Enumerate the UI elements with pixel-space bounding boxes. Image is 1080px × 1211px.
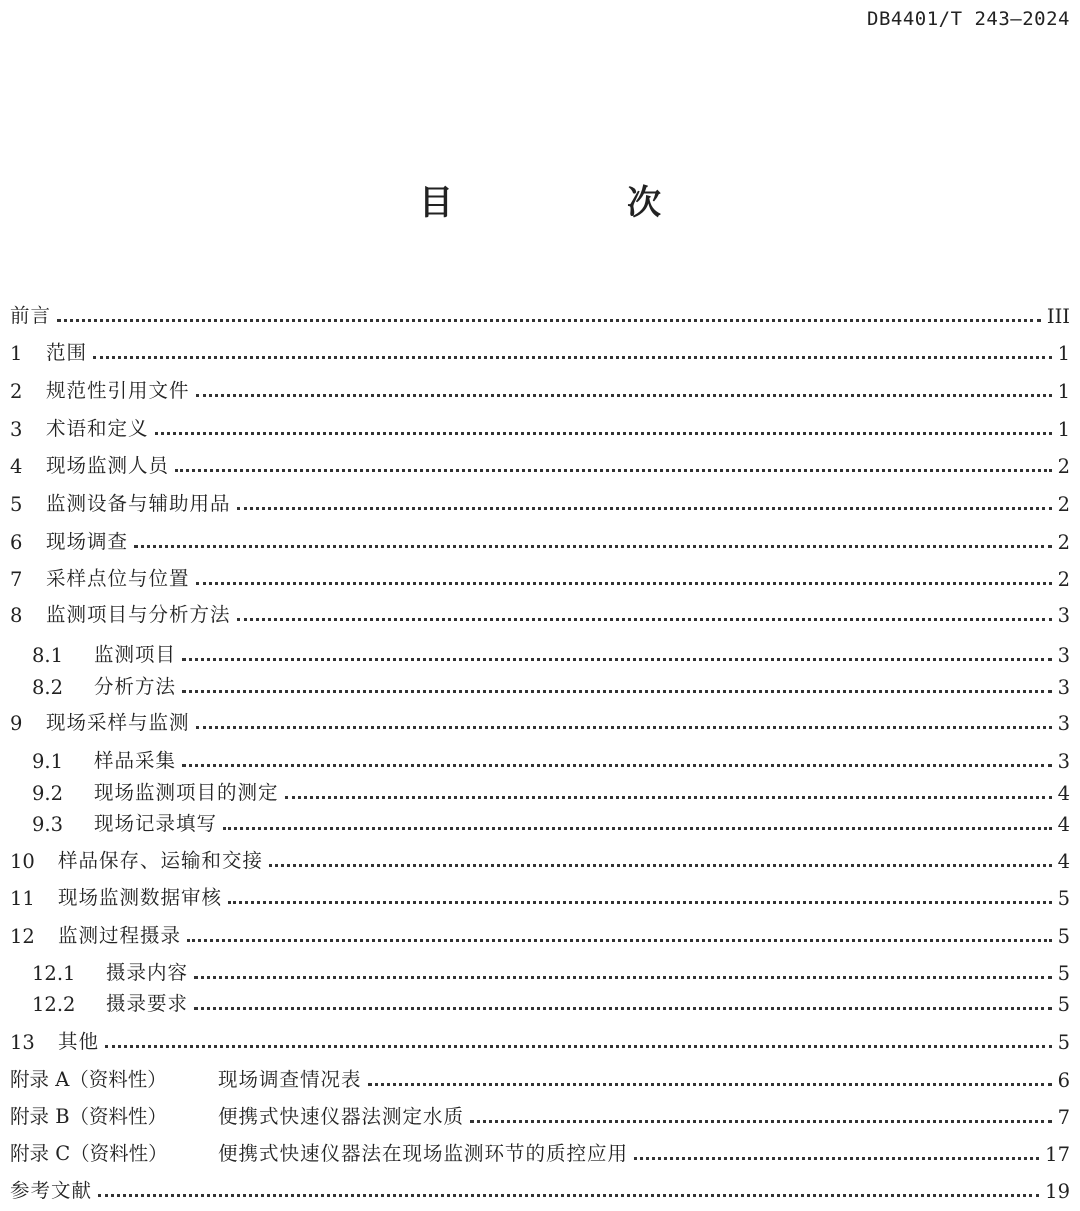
toc-entry-number: 附录 A（资料性）: [10, 1068, 167, 1091]
dot-leader: [182, 764, 1052, 767]
toc-entry-page: 2: [1057, 493, 1070, 516]
toc-entry-page: 5: [1057, 925, 1070, 948]
toc-entry-page: 4: [1057, 850, 1070, 873]
toc-entry-page: 2: [1057, 455, 1070, 478]
toc-entry-number: 13: [10, 1031, 35, 1054]
toc-entry-label: 规范性引用文件: [46, 379, 190, 402]
toc-entry-number: 4: [10, 455, 23, 478]
dot-leader: [634, 1157, 1039, 1160]
toc-entry-number: 1: [10, 342, 23, 365]
toc-entry-page: 2: [1057, 568, 1070, 591]
dot-leader: [175, 469, 1052, 472]
dot-leader: [223, 827, 1052, 830]
toc-entry[interactable]: [10, 486, 1070, 516]
dot-leader: [196, 394, 1052, 397]
dot-leader: [182, 690, 1052, 693]
toc-entry-preface[interactable]: [10, 298, 1070, 328]
toc-entry-number: 6: [10, 531, 23, 554]
toc-entry-page: III: [1046, 305, 1070, 328]
dot-leader: [93, 356, 1052, 359]
dot-leader: [187, 939, 1052, 942]
toc-entry-number: 附录 C（资料性）: [10, 1142, 168, 1165]
page-title: 目 次: [419, 183, 731, 223]
toc-entry-page: 3: [1057, 750, 1070, 773]
toc-entry-label: 监测过程摄录: [58, 924, 182, 947]
toc-entry-number: 8.1: [32, 644, 64, 667]
toc-entry-label: 参考文献: [10, 1179, 93, 1202]
toc-entry-label: 样品保存、运输和交接: [58, 849, 264, 872]
toc-entry-number: 7: [10, 568, 23, 591]
dot-leader: [134, 545, 1052, 548]
dot-leader: [285, 796, 1052, 799]
toc-entry-label: 监测项目: [94, 643, 177, 666]
toc-entry[interactable]: [10, 880, 1070, 910]
toc-entry-page: 7: [1057, 1106, 1070, 1129]
toc-entry-page: 19: [1045, 1180, 1070, 1203]
toc-entry-page: 5: [1057, 1031, 1070, 1054]
toc-entry-label: 现场记录填写: [94, 812, 218, 835]
toc-entry-references[interactable]: [10, 1173, 1070, 1203]
toc-entry-number: 附录 B（资料性）: [10, 1105, 168, 1128]
toc-entry[interactable]: [10, 597, 1070, 627]
dot-leader: [228, 901, 1052, 904]
dot-leader: [196, 582, 1052, 585]
toc-appendix-entry[interactable]: [10, 1136, 1070, 1166]
toc-entry-label: 现场调查: [46, 530, 129, 553]
dot-leader: [237, 507, 1052, 510]
toc-entry[interactable]: [10, 448, 1070, 478]
toc-entry-number: 9.2: [32, 782, 64, 805]
toc-entry-label: 便携式快速仪器法测定水质: [218, 1105, 465, 1128]
toc-subentry[interactable]: [32, 986, 1070, 1016]
dot-leader: [470, 1120, 1052, 1123]
toc-entry-label: 分析方法: [94, 675, 177, 698]
toc-entry-page: 1: [1057, 418, 1070, 441]
dot-leader: [105, 1045, 1052, 1048]
toc-entry-number: 9: [10, 712, 23, 735]
toc-entry-label: 现场监测人员: [46, 454, 170, 477]
toc-appendix-entry[interactable]: [10, 1062, 1070, 1092]
toc-entry-label: 摄录要求: [106, 992, 189, 1015]
toc-entry-label: 术语和定义: [46, 417, 149, 440]
document-code: DB4401/T 243—2024: [867, 8, 1070, 30]
toc-entry-page: 3: [1057, 604, 1070, 627]
dot-leader: [182, 658, 1052, 661]
toc-entry-label: 监测项目与分析方法: [46, 603, 231, 626]
toc-subentry[interactable]: [32, 806, 1070, 836]
toc-entry-page: 3: [1057, 676, 1070, 699]
toc-entry-page: 4: [1057, 813, 1070, 836]
toc-entry-page: 3: [1057, 644, 1070, 667]
dot-leader: [368, 1083, 1052, 1086]
toc-entry-number: 8.2: [32, 676, 64, 699]
toc-entry-label: 监测设备与辅助用品: [46, 492, 231, 515]
toc-entry-number: 8: [10, 604, 23, 627]
toc-entry-page: 5: [1057, 962, 1070, 985]
toc-entry[interactable]: [10, 1024, 1070, 1054]
toc-entry-number: 10: [10, 850, 35, 873]
toc-entry-page: 2: [1057, 531, 1070, 554]
toc-entry-number: 9.1: [32, 750, 64, 773]
toc-entry-page: 3: [1057, 712, 1070, 735]
toc-entry-label: 现场采样与监测: [46, 711, 190, 734]
toc-entry-page: 4: [1057, 782, 1070, 805]
toc-entry[interactable]: [10, 561, 1070, 591]
toc-entry-label: 范围: [46, 341, 88, 364]
dot-leader: [196, 726, 1052, 729]
toc-entry-label: 摄录内容: [106, 961, 189, 984]
toc-entry-label: 现场监测项目的测定: [94, 781, 279, 804]
dot-leader: [57, 319, 1041, 322]
dot-leader: [155, 432, 1052, 435]
toc-entry-page: 17: [1045, 1143, 1070, 1166]
toc-entry-label: 样品采集: [94, 749, 177, 772]
toc-entry[interactable]: [10, 843, 1070, 873]
toc-entry-label: 现场监测数据审核: [58, 886, 223, 909]
toc-entry-number: 5: [10, 493, 23, 516]
toc-subentry[interactable]: [32, 637, 1070, 667]
toc-entry-label: 便携式快速仪器法在现场监测环节的质控应用: [218, 1142, 629, 1165]
toc-entry[interactable]: [10, 335, 1070, 365]
toc-entry-page: 6: [1057, 1069, 1070, 1092]
toc-entry-page: 1: [1057, 342, 1070, 365]
toc-entry[interactable]: [10, 411, 1070, 441]
toc-entry-number: 3: [10, 418, 23, 441]
dot-leader: [98, 1194, 1039, 1197]
toc-subentry[interactable]: [32, 955, 1070, 985]
toc-entry[interactable]: [10, 373, 1070, 403]
toc-entry[interactable]: [10, 524, 1070, 554]
dot-leader: [237, 618, 1052, 621]
dot-leader: [194, 976, 1052, 979]
toc-entry-number: 12: [10, 925, 35, 948]
toc-entry-page: 1: [1057, 380, 1070, 403]
toc-entry-number: 12.1: [32, 962, 76, 985]
toc-entry-number: 2: [10, 380, 23, 403]
toc-entry-number: 9.3: [32, 813, 64, 836]
toc-entry-number: 11: [10, 887, 35, 910]
toc-entry-page: 5: [1057, 993, 1070, 1016]
toc-entry-label: 其他: [58, 1030, 100, 1053]
toc-subentry[interactable]: [32, 775, 1070, 805]
toc-entry-page: 5: [1057, 887, 1070, 910]
toc-entry-number: 12.2: [32, 993, 76, 1016]
toc-subentry[interactable]: [32, 743, 1070, 773]
dot-leader: [269, 864, 1052, 867]
toc-entry[interactable]: [10, 705, 1070, 735]
dot-leader: [194, 1007, 1052, 1010]
toc-entry[interactable]: [10, 918, 1070, 948]
toc-entry-label: 前言: [10, 304, 52, 327]
toc-subentry[interactable]: [32, 669, 1070, 699]
toc-entry-label: 采样点位与位置: [46, 567, 190, 590]
toc-entry-label: 现场调查情况表: [218, 1068, 362, 1091]
toc-appendix-entry[interactable]: [10, 1099, 1070, 1129]
